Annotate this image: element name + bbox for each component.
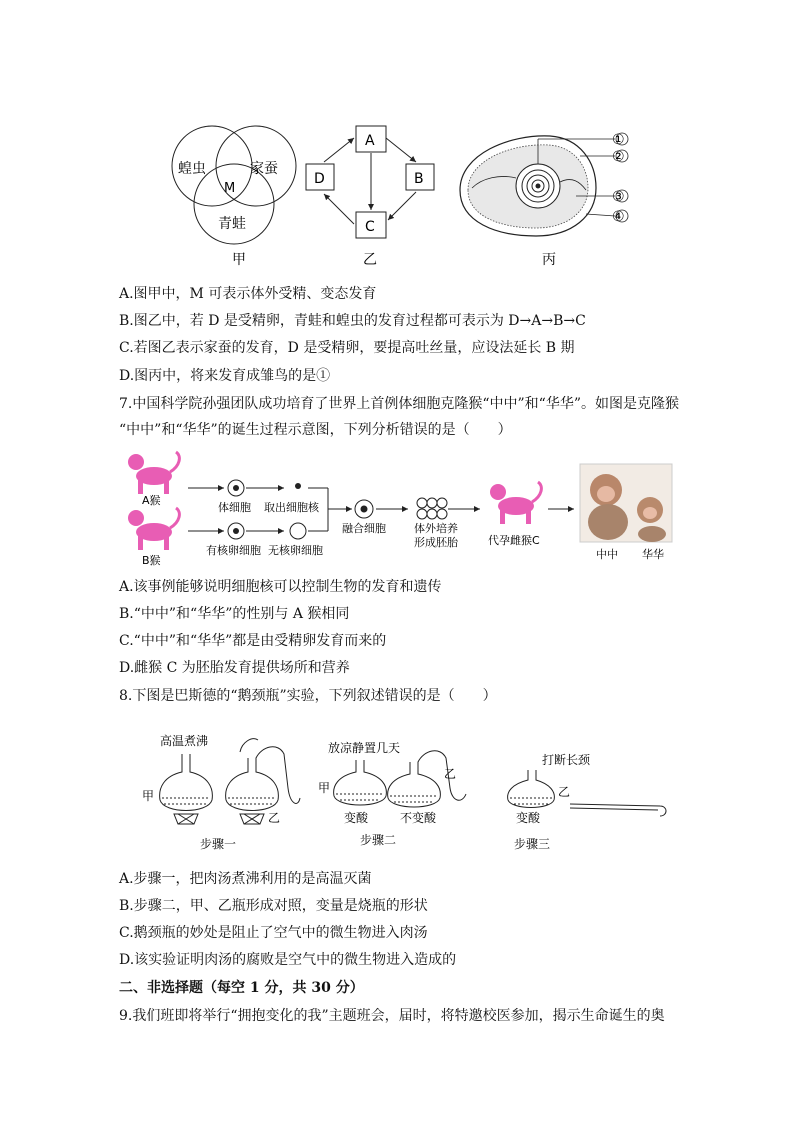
q6-option-c: C.若图乙表示家蚕的发育，D 是受精卵，要提高吐丝量，应设法延长 B 期 bbox=[119, 340, 575, 356]
monkey-b-image bbox=[128, 508, 179, 550]
q7-stem-line1: 7.中国科学院孙强团队成功培育了世界上首例体细胞克隆猴“中中”和“华华”。如图是克隆猴 bbox=[119, 396, 679, 412]
venn-center-label: M bbox=[224, 181, 236, 196]
boil-label: 高温煮沸 bbox=[160, 734, 209, 748]
spoiled-label-1: 变酸 bbox=[344, 811, 369, 825]
flask-step1-jia bbox=[160, 754, 213, 824]
egg-caption: 丙 bbox=[542, 252, 556, 268]
cool-label: 放凉静置几天 bbox=[328, 741, 401, 755]
surrogate-monkey-image bbox=[490, 482, 541, 524]
q8-stem: 8.下图是巴斯德的“鹅颈瓶”实验，下列叙述错误的是（ ） bbox=[119, 688, 497, 704]
section-2-heading: 二、非选择题（每空 1 分，共 30 分） bbox=[119, 980, 364, 996]
q6-option-b: B.图乙中，若 D 是受精卵，青蛙和蝗虫的发育过程都可表示为 D→A→B→C bbox=[119, 313, 586, 329]
extracted-nucleus bbox=[295, 483, 301, 489]
not-spoiled-label: 不变酸 bbox=[400, 811, 437, 825]
cycle-box-a: A bbox=[365, 133, 375, 149]
figure-6 bbox=[160, 118, 640, 273]
q8-option-a: A.步骤一，把肉汤煮沸利用的是高温灭菌 bbox=[119, 871, 372, 887]
culture-label-1: 体外培养 bbox=[414, 522, 458, 535]
monkey-a-image bbox=[128, 452, 179, 494]
venn-label-frog: 青蛙 bbox=[218, 216, 246, 232]
surrogate-label: 代孕雌猴C bbox=[488, 534, 540, 547]
cycle-box-c: C bbox=[365, 219, 375, 235]
venn-label-locust: 蝗虫 bbox=[178, 161, 206, 177]
venn-caption: 甲 bbox=[232, 252, 246, 268]
step2-yi-label: 乙 bbox=[444, 767, 457, 781]
spoiled-label-3: 变酸 bbox=[516, 811, 541, 825]
egg-label-3: ③ bbox=[612, 189, 625, 205]
q8-option-b: B.步骤二，甲、乙瓶形成对照，变量是烧瓶的形状 bbox=[119, 898, 428, 914]
fused-cell bbox=[355, 500, 373, 518]
step3-label: 步骤三 bbox=[514, 837, 551, 851]
q7-option-d: D.雌猴 C 为胚胎发育提供场所和营养 bbox=[119, 660, 350, 676]
cycle-box-b: B bbox=[414, 171, 424, 187]
clone-name-1: 中中 bbox=[596, 548, 618, 561]
q7-option-b: B.“中中”和“华华”的性别与 A 猴相同 bbox=[119, 606, 350, 622]
flask-step1-yi bbox=[226, 739, 300, 824]
figure-7 bbox=[118, 448, 678, 574]
q9-stem: 9.我们班即将举行“拥抱变化的我”主题班会，届时，将特邀校医参加，揭示生命诞生的奥 bbox=[119, 1008, 665, 1024]
egg-diagram bbox=[460, 133, 628, 236]
q7-option-a: A.该事例能够说明细胞核可以控制生物的发育和遗传 bbox=[119, 579, 442, 595]
cycle-box-d: D bbox=[314, 171, 325, 187]
egg-label-1: ① bbox=[612, 132, 625, 148]
step1-yi-label: 乙 bbox=[268, 811, 281, 825]
clone-name-2: 华华 bbox=[642, 548, 664, 561]
culture-label-2: 形成胚胎 bbox=[414, 536, 458, 549]
step2-label: 步骤二 bbox=[360, 833, 397, 847]
flask-step3 bbox=[508, 770, 666, 816]
flask-step2-jia bbox=[334, 760, 387, 805]
step1-jia-label: 甲 bbox=[142, 789, 155, 803]
monkey-b-label: B猴 bbox=[142, 554, 161, 567]
extract-nucleus-label: 取出细胞核 bbox=[264, 501, 319, 514]
step3-yi-label: 乙 bbox=[558, 785, 571, 799]
monkey-a-label: A猴 bbox=[142, 494, 161, 507]
embryo-cluster bbox=[417, 498, 447, 519]
cloned-monkeys-photo bbox=[580, 464, 672, 542]
somatic-cell bbox=[228, 480, 244, 496]
step1-label: 步骤一 bbox=[200, 837, 237, 851]
nucleated-egg-label: 有核卵细胞 bbox=[206, 544, 261, 557]
enucleated-egg-cell bbox=[290, 523, 306, 539]
cycle-caption: 乙 bbox=[363, 252, 377, 268]
q8-option-d: D.该实验证明肉汤的腐败是空气中的微生物进入造成的 bbox=[119, 952, 457, 968]
figure-8 bbox=[138, 728, 678, 858]
q6-option-a: A.图甲中，M 可表示体外受精、变态发育 bbox=[119, 286, 377, 302]
venn-label-silkworm: 家蚕 bbox=[250, 161, 278, 177]
egg-label-2: ② bbox=[612, 149, 625, 165]
egg-label-4: ④ bbox=[612, 209, 625, 225]
fused-cell-label: 融合细胞 bbox=[342, 522, 386, 535]
enucleated-egg-label: 无核卵细胞 bbox=[268, 544, 323, 557]
q7-stem-line2: “中中”和“华华”的诞生过程示意图，下列分析错误的是（ ） bbox=[119, 422, 512, 438]
q8-option-c: C.鹅颈瓶的妙处是阻止了空气中的微生物进入肉汤 bbox=[119, 925, 428, 941]
break-neck-label: 打断长颈 bbox=[542, 753, 591, 767]
step2-jia-label: 甲 bbox=[318, 781, 331, 795]
nucleated-egg-cell bbox=[228, 523, 244, 539]
q6-option-d: D.图丙中，将来发育成雏鸟的是① bbox=[119, 368, 331, 384]
somatic-cell-label: 体细胞 bbox=[218, 501, 251, 514]
q7-option-c: C.“中中”和“华华”都是由受精卵发育而来的 bbox=[119, 633, 387, 649]
